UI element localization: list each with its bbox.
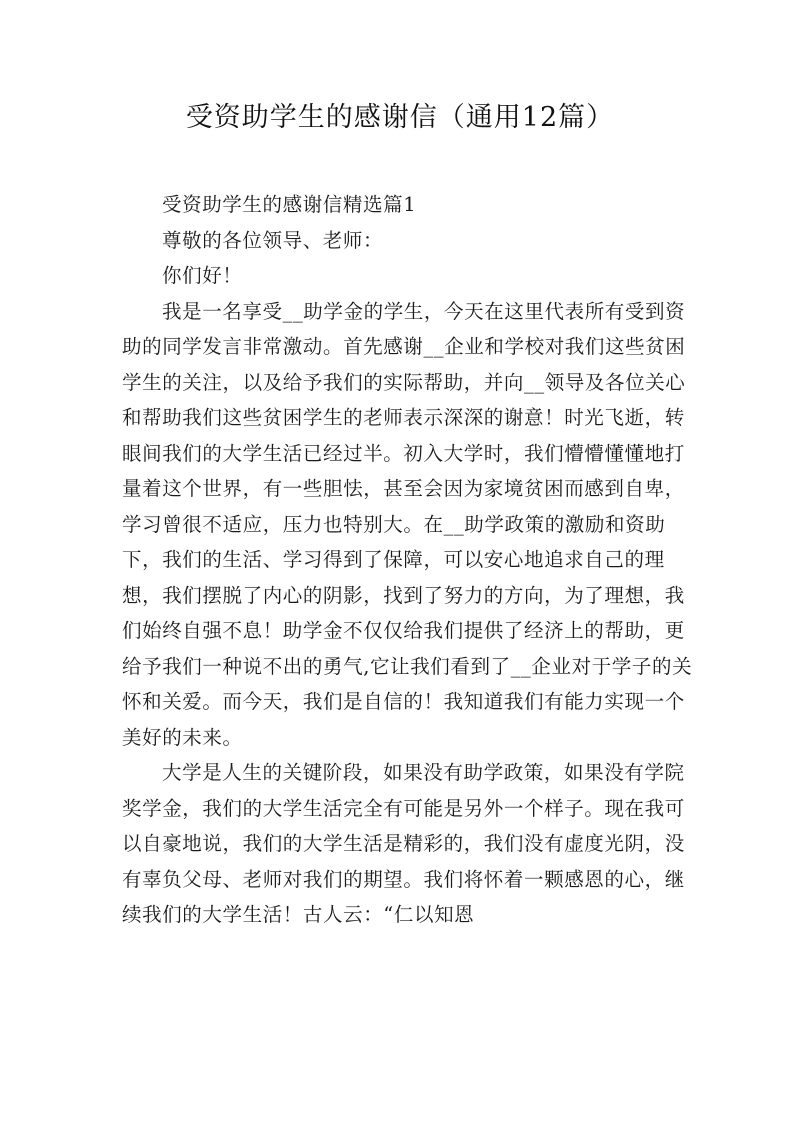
salutation: 尊敬的各位领导、老师： [162, 228, 384, 252]
section-heading: 受资助学生的感谢信精选篇1 [162, 193, 417, 216]
document-body [122, 187, 694, 933]
document-title: 受资助学生的感谢信（通用12篇） [185, 102, 615, 133]
body-paragraph: 大学是人生的关键阶段，如果没有助学政策，如果没有学院奖学金，我们的大学生活完全有可能是另外一个样子。现在我可以自豪地说，我们的大学生活是精彩的，我们没有虚度光阴，没有辜负父母、老师对我们的期望。我们将怀着一颗感恩的心，继续我们的大学生活！古人云：“仁以知恩 [122, 761, 685, 926]
greeting: 你们好！ [162, 264, 243, 287]
body-paragraph: 我是一名享受__助学金的学生，今天在这里代表所有受到资助的同学发言非常激动。首先感谢__企业和学校对我们这些贫困学生的关注，以及给予我们的实际帮助，并向__领导及各位关心和帮助我们这些贫困学生的老师表示深深的谢意！时光飞逝，转眼间我们的大学生活已经过半。初入大学时，我们懵懵懂懂地打量着这个世界，有一些胆怯，甚至会因为家境贫困而感到自卑，学习曾很不适应，压力也特别大。在__助学政策的激励和资助下，我们的生活、学习得到了保障，可以安心地追求自己的理想，我们摆脱了内心的阴影，找到了努力的方向，为了理想，我们始终自强不息！助学金不仅仅给我们提供了经济上的帮助，更给予我们一种说不出的勇气,它让我们看到了__企业对于学子的关怀和关爱。而今天，我们是自信的！我知道我们有能力实现一个美好的未来。 [122, 299, 693, 749]
